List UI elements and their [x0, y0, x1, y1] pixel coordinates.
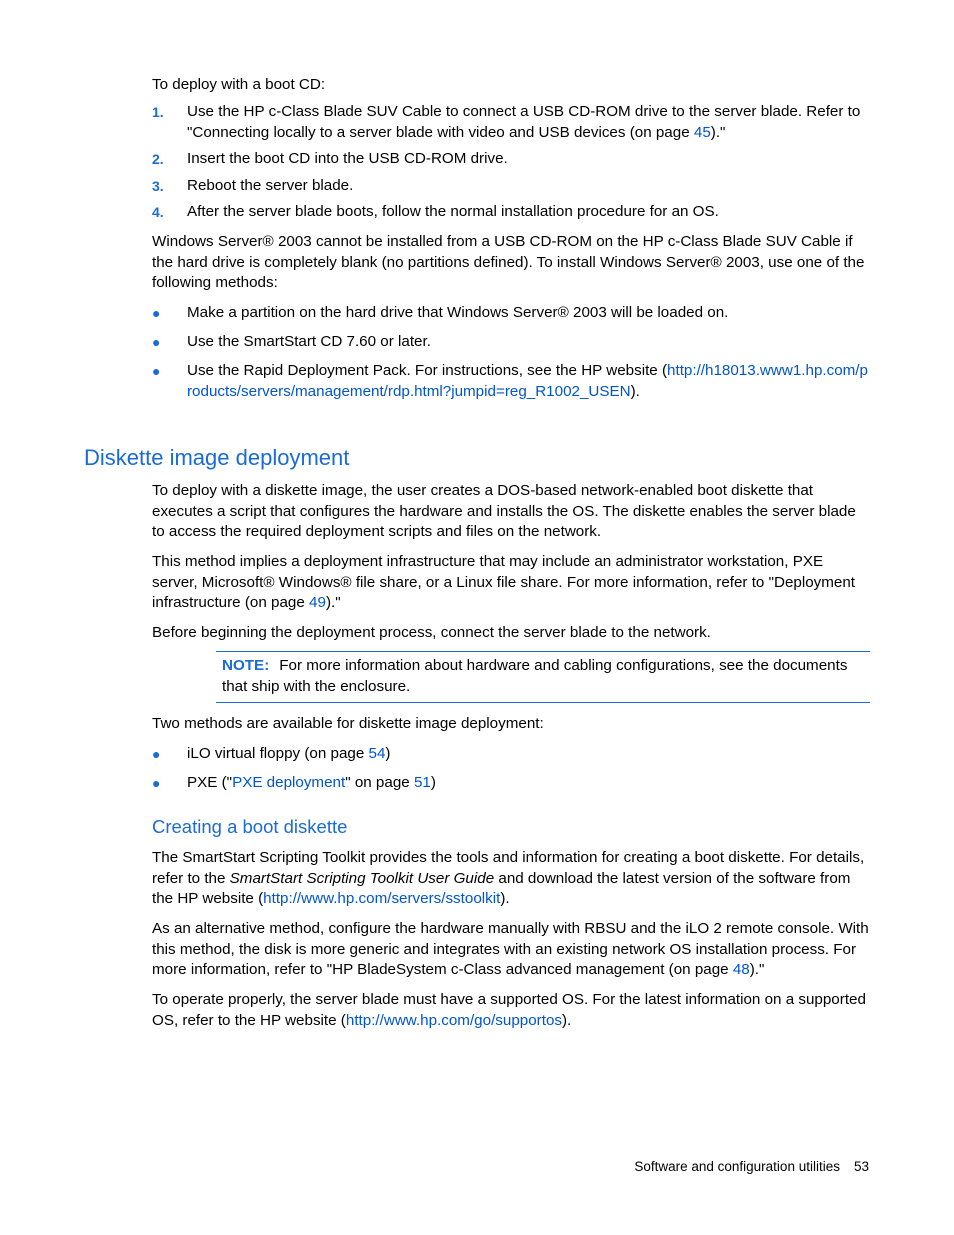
step-text: After the server blade boots, follow the normal installation procedure for an OS. — [187, 203, 719, 220]
boot-text-2 — [152, 919, 870, 981]
boot-paragraph-2 — [152, 919, 870, 981]
method-3 — [152, 361, 870, 402]
page-link-51[interactable]: 51 — [413, 774, 431, 791]
bullet1-b: ) — [385, 745, 391, 762]
boot3-b: ). — [562, 1011, 572, 1029]
note-label: NOTE: — [222, 657, 270, 674]
step-text — [187, 102, 870, 143]
note-box — [216, 651, 870, 703]
diskette-method-2 — [152, 773, 870, 794]
para2-b: )." — [325, 594, 341, 611]
windows-text: Windows Server® 2003 cannot be installed from a USB CD-ROM on the HP c-Class Blade SUV Cable if the hard drive is completely blank (no partitions defined). To install Windows Server® 2003, use one of the following methods: — [152, 233, 865, 291]
step-number: 4. — [152, 204, 164, 220]
step-2 — [152, 149, 870, 170]
diskette-paragraph-1 — [152, 481, 870, 543]
step-3 — [152, 176, 870, 197]
diskette-text-1: To deploy with a diskette image, the user creates a DOS-based network-enabled boot diskette that executes a script that configures the hardware and installs the OS. The diskette enables the server blade to access the required deployment scripts and files on the network. — [152, 482, 856, 540]
method-text — [187, 361, 870, 402]
step-number: 3. — [152, 178, 164, 194]
diskette-text-4: Two methods are available for diskette image deployment: — [152, 715, 544, 732]
note-body: For more information about hardware and cabling configurations, see the documents that ship with the enclosure. — [222, 657, 848, 695]
step-text-b: )." — [710, 123, 726, 141]
bullet-icon: ● — [152, 746, 161, 762]
method-text: Use the SmartStart CD 7.60 or later. — [187, 333, 431, 350]
page-link-48[interactable]: 48 — [732, 961, 750, 978]
boot1-c: ). — [500, 890, 510, 907]
page-link-45[interactable]: 45 — [693, 123, 711, 141]
boot-text-1 — [152, 848, 870, 910]
pxe-deployment-link[interactable]: PXE deployment — [232, 774, 346, 791]
method-1 — [152, 303, 870, 324]
step-4 — [152, 202, 870, 223]
bullet-icon: ● — [152, 363, 161, 379]
bullet-icon: ● — [152, 775, 161, 791]
boot-paragraph-1 — [152, 848, 870, 910]
bullet-icon: ● — [152, 305, 161, 321]
note-text — [222, 656, 862, 697]
diskette-paragraph-2 — [152, 552, 870, 614]
boot-paragraph-3 — [152, 990, 870, 1031]
intro-paragraph: To deploy with a boot CD: — [152, 76, 326, 93]
diskette-method-text — [187, 744, 870, 765]
boot2-b: )." — [749, 961, 765, 978]
step-1 — [152, 102, 870, 143]
boot2-a: As an alternative method, configure the hardware manually with RBSU and the iLO 2 remote console. With this method, the disk is more generic and integrates with an existing network OS installation process. For more information, refer to "HP BladeSystem c-Class advanced management (on page — [152, 920, 869, 978]
method-text: Make a partition on the hard drive that Windows Server® 2003 will be loaded on. — [187, 304, 729, 321]
diskette-paragraph-3 — [152, 623, 870, 644]
bullet2-mid: " on page — [345, 774, 414, 791]
rdp-link[interactable]: http://h18013.www1.hp.com/products/servers/management/rdp.html?jumpid=reg_R1002_USEN — [187, 362, 868, 400]
footer-section: Software and configuration utilities — [634, 1159, 840, 1174]
windows-paragraph — [152, 232, 870, 294]
diskette-method-1 — [152, 744, 870, 765]
method-text-a: Use the Rapid Deployment Pack. For instructions, see the HP website ( — [187, 362, 668, 379]
page-link-54[interactable]: 54 — [368, 745, 386, 762]
bullet-icon: ● — [152, 334, 161, 350]
boot1-b: and download the latest version of the software from the HP website ( — [152, 869, 851, 907]
para2-a: This method implies a deployment infrastructure that may include an administrator workstation, PXE server, Microsoft® Windows® file share, or a Linux file share. For more information, refer to "Deployment infrastructure (on page — [152, 553, 856, 611]
step-text-a: Use the HP c-Class Blade SUV Cable to connect a USB CD-ROM drive to the server blade. Refer to "Connecting locally to a server blade with video and USB devices (on page — [187, 103, 861, 141]
bullet2-b: ) — [430, 774, 436, 791]
boot3-a: To operate properly, the server blade must have a supported OS. For the latest information on a supported OS, refer to the HP website ( — [152, 991, 866, 1029]
method-text-b: ). — [630, 382, 640, 400]
intro-text — [152, 75, 870, 96]
section-heading-diskette: Diskette image deployment — [84, 445, 350, 470]
step-text: Reboot the server blade. — [187, 177, 354, 194]
diskette-text-2 — [152, 552, 870, 614]
sstoolkit-link[interactable]: http://www.hp.com/servers/sstoolkit — [263, 890, 501, 907]
bullet1-a: iLO virtual floppy (on page — [187, 745, 369, 762]
diskette-method-text — [187, 773, 870, 794]
step-number: 2. — [152, 151, 164, 167]
method-2 — [152, 332, 870, 353]
bullet2-a: PXE (" — [187, 774, 233, 791]
diskette-text-3: Before beginning the deployment process, connect the server blade to the network. — [152, 624, 711, 641]
toolkit-guide-title: SmartStart Scripting Toolkit User Guide — [229, 869, 495, 887]
page-footer — [634, 1158, 869, 1176]
boot1-a: The SmartStart Scripting Toolkit provides the tools and information for creating a boot diskette. For details, refer to the — [152, 849, 865, 887]
diskette-paragraph-4 — [152, 714, 870, 735]
boot-text-3 — [152, 990, 870, 1031]
supportos-link[interactable]: http://www.hp.com/go/supportos — [345, 1011, 562, 1029]
section-heading-boot-diskette: Creating a boot diskette — [152, 816, 348, 837]
page-link-49[interactable]: 49 — [309, 594, 326, 611]
page-number: 53 — [853, 1159, 869, 1174]
step-text: Insert the boot CD into the USB CD-ROM drive. — [187, 150, 508, 167]
step-number: 1. — [152, 104, 164, 120]
